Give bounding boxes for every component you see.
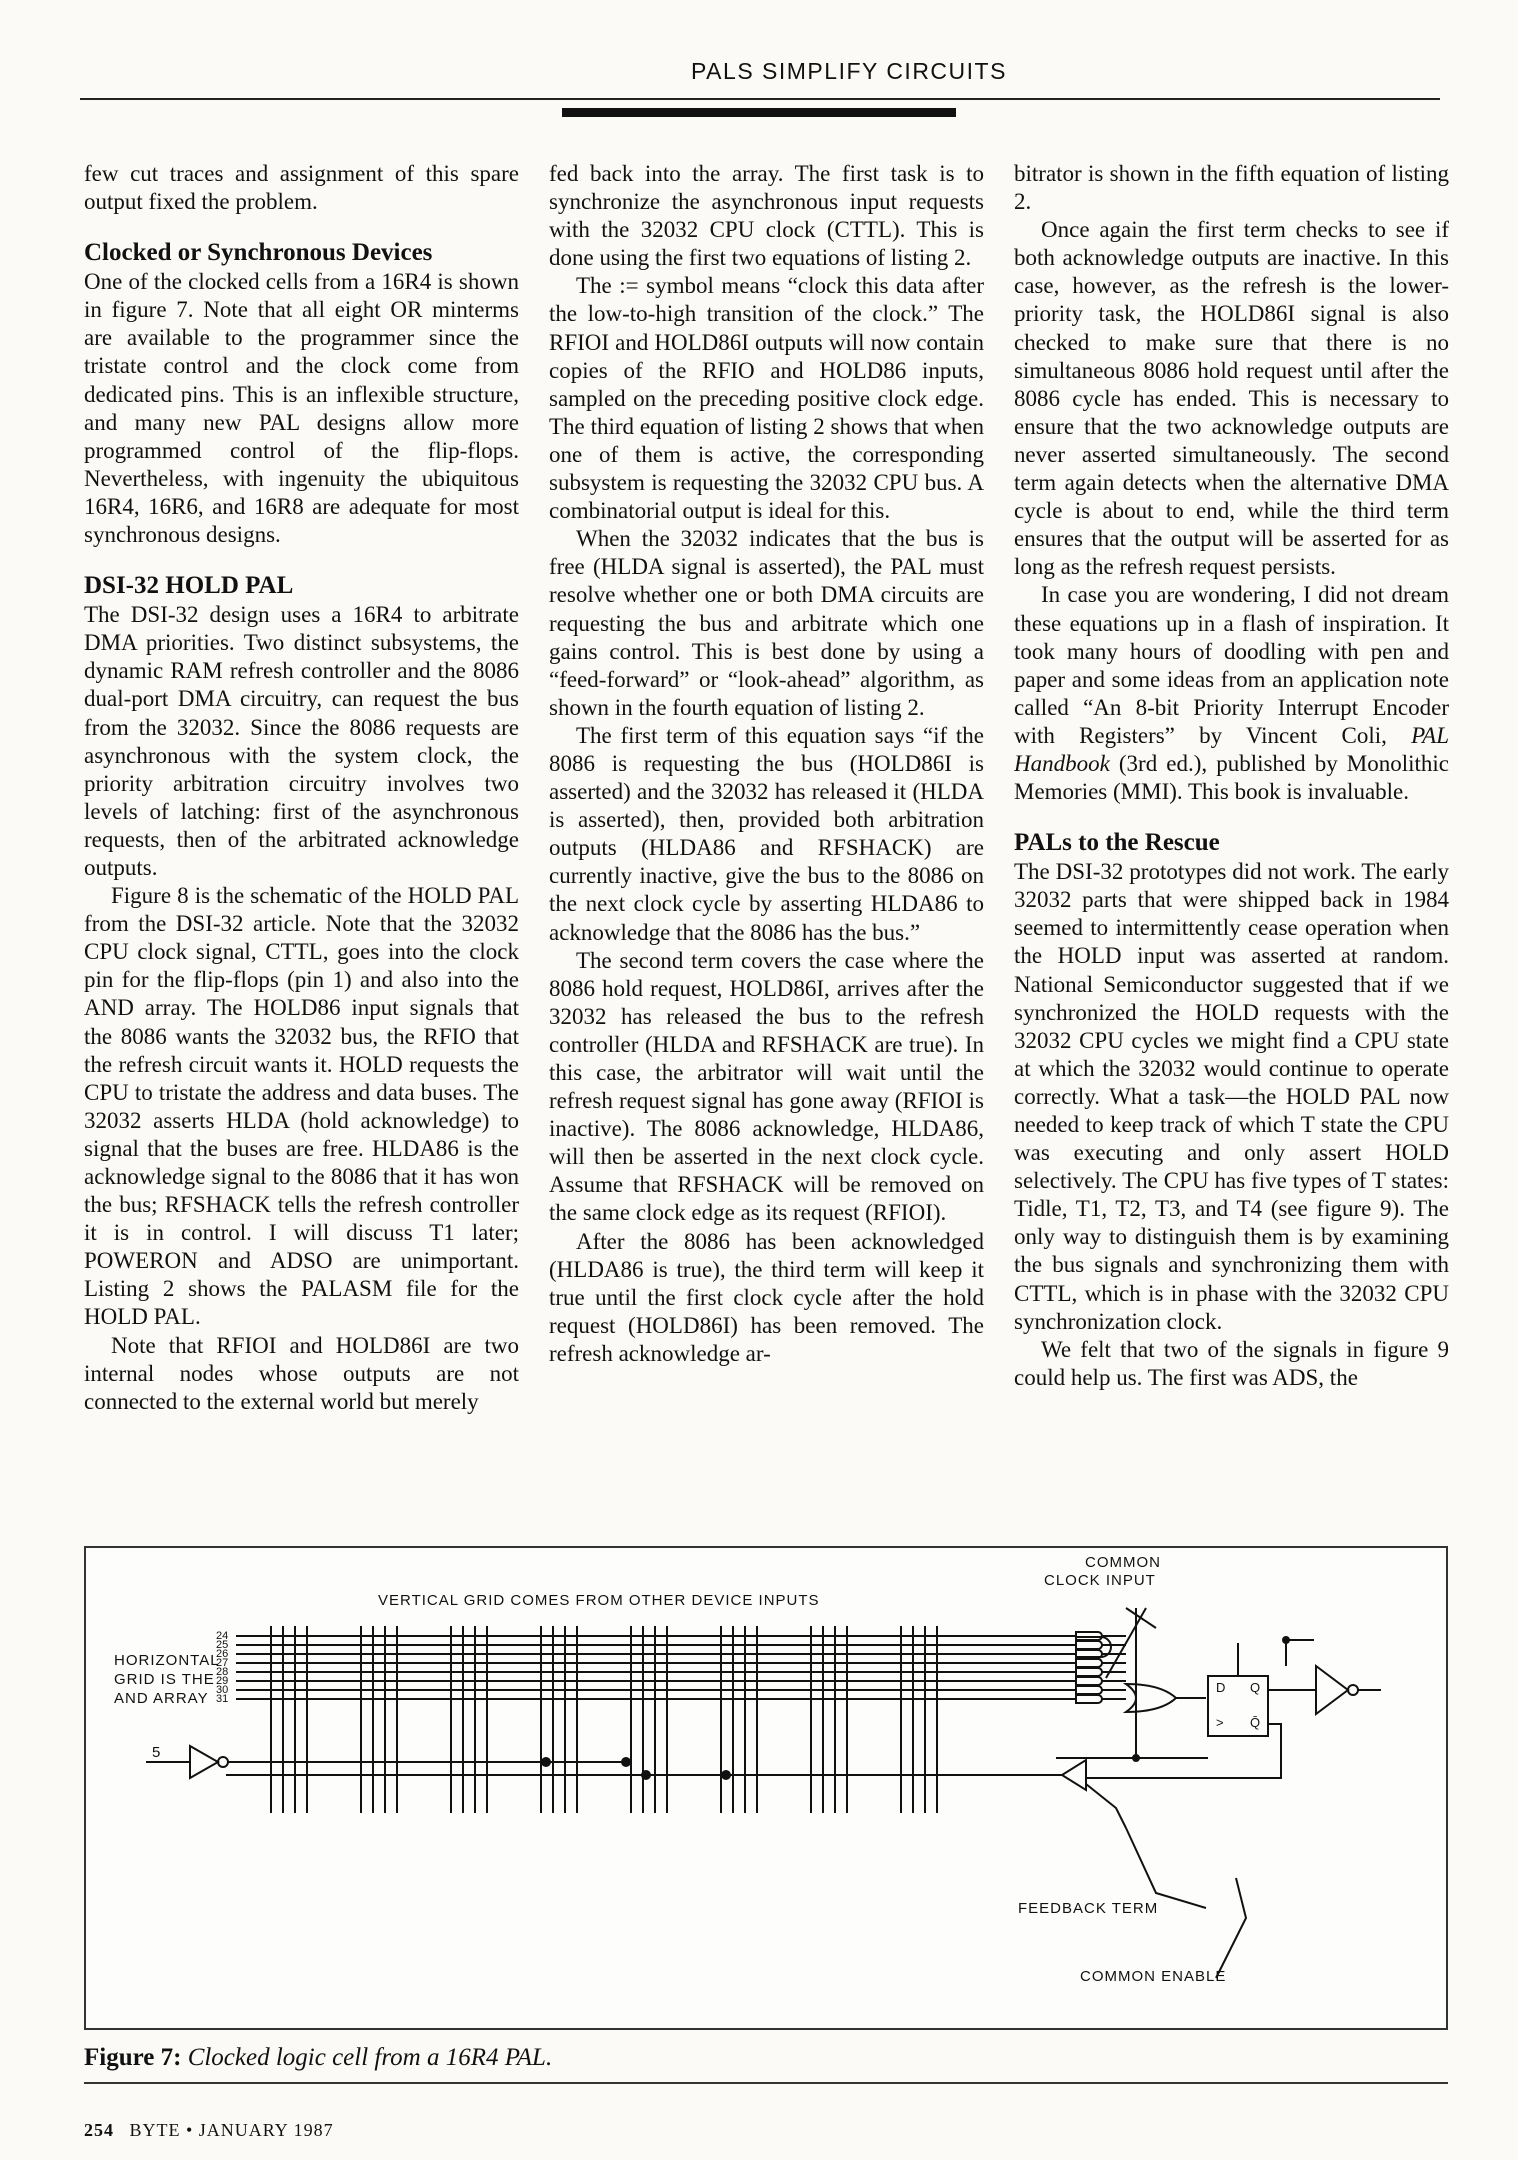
paragraph: few cut traces and assignment of this spare output fixed the problem. — [84, 161, 519, 215]
paragraph — [1014, 581, 1449, 806]
paragraph: Note that RFIOI and HOLD86I are two internal nodes whose outputs are not connected to the external world but merely — [84, 1332, 519, 1414]
feedback-term-label: FEEDBACK TERM — [1018, 1900, 1159, 1917]
paragraph: The first term of this equation says “if the 8086 is requesting the bus (HOLD86I is asserted) and the 32032 has released it (HLDA is asserted), then, provided both arbitration outputs (HLDA86 and RFSHACK) are currently inactive, give the bus to the 8086 on the next clock cycle by asserting HLDA86 to acknowledge that the 8086 has the bus.” — [549, 722, 984, 945]
row-number: 27 — [216, 1657, 229, 1669]
running-header: PALS SIMPLIFY CIRCUITS — [691, 58, 1007, 84]
row-number: 25 — [216, 1639, 229, 1651]
paragraph: The := symbol means “clock this data after the low-to-high transition of the clock.” The RFIOI and HOLD86I outputs will now contain copies of the RFIO and HOLD86 inputs, sampled on the preceding positive clock edge. The third equation of listing 2 shows that when one of them is active, the corresponding subsystem is requesting the 32032 CPU bus. A combinatorial output is ideal for this. — [549, 273, 984, 524]
common-clock-label-1: COMMON — [1085, 1554, 1161, 1571]
page-footer — [84, 2120, 334, 2141]
common-enable-label: COMMON ENABLE — [1080, 1968, 1227, 1985]
horizontal-grid-label-1: HORIZONTAL — [114, 1652, 220, 1669]
row-number: 31 — [216, 1693, 229, 1705]
paragraph: We felt that two of the signals in figure 9 could help us. The first was ADS, the — [1014, 1336, 1449, 1390]
section-heading-rescue: PALs to the Rescue — [1014, 829, 1220, 857]
row-number: 30 — [216, 1684, 229, 1696]
paragraph: bitrator is shown in the fifth equation of listing 2. — [1014, 161, 1449, 215]
row-number: 28 — [216, 1666, 229, 1678]
section-heading-hold-pal: DSI-32 HOLD PAL — [84, 572, 294, 600]
paragraph: fed back into the array. The first task is to synchronize the asynchronous input requests with the 32032 CPU clock (CTTL). This is done using the first two equations of listing 2. — [549, 161, 984, 271]
or-gate-icon — [1126, 1684, 1176, 1712]
ff-q-label: Q — [1250, 1680, 1262, 1695]
paragraph: When the 32032 indicates that the bus is free (HLDA signal is asserted), the PAL must resolve whether one or both DMA circuits are requesting the bus and arbitrate which one gains control. This is best done by using a “feed-forward” or “look-ahead” algorithm, as shown in the fourth equation of listing 2. — [549, 526, 984, 720]
ff-qbar-label: Q̄ — [1250, 1715, 1262, 1730]
paragraph: The DSI-32 design uses a 16R4 to arbitrate DMA priorities. Two distinct subsystems, the dynamic RAM refresh controller and the 8086 dual-port DMA circuitry, can request the bus from the 32032. Since the 8086 requests are asynchronous with the system clock, the priority arbitration circuitry involves two levels of latching: first of the asynchronous requests, then of the arbitrated acknowledge outputs. — [84, 602, 519, 880]
and-gate — [1076, 1659, 1126, 1667]
page-number: 254 — [84, 2120, 114, 2140]
section-heading-clocked: Clocked or Synchronous Devices — [84, 239, 433, 267]
and-gate-bank — [1076, 1632, 1126, 1703]
paragraph: Once again the first term checks to see if both acknowledge outputs are inactive. In this case, however, as the refresh is the lower-priority task, the HOLD86I signal is also checked to make sure that there is no simultaneous 8086 hold request until after the 8086 cycle has ended. This is necessary to ensure that the two acknowledge outputs are never asserted simultaneously. The second term again detects when the alternative DMA cycle is about to end, while the third term ensures that the output will be asserted for as long as the refresh request persists. — [1014, 217, 1449, 580]
paragraph: The second term covers the case where the 8086 hold request, HOLD86I, arrives after the 32032 has released the bus to the refresh controller (HLDA and RFSHACK are true). In this case, the arbitrator will wait until the refresh request signal has gone away (RFIOI is inactive). The 8086 acknowledge, HLDA86, will then be asserted in the next clock cycle. Assume that RFSHACK will be removed on the same clock edge as its request (RFIOI). — [549, 947, 984, 1226]
output-buffer-icon — [1316, 1666, 1348, 1714]
and-gate — [1076, 1677, 1126, 1685]
paragraph-text: (3rd ed.), published by Monolithic Memories (MMI). This book is invaluable. — [1014, 750, 1449, 805]
caption-label: Figure 7: — [84, 2044, 182, 2071]
and-gate — [1076, 1695, 1126, 1703]
and-gate — [1076, 1686, 1126, 1694]
vertical-grid-label: VERTICAL GRID COMES FROM OTHER DEVICE INPUTS — [378, 1592, 820, 1609]
book-title: PAL Handbook — [1014, 722, 1449, 776]
paragraph: One of the clocked cells from a 16R4 is shown in figure 7. Note that all eight OR minterms are available to the programmer since the tristate control and the clock come from dedicated pins. This is an inflexible structure, and many new PAL designs allow more programmed control of the flip-flops. Nevertheless, with ingenuity the ubiquitous 16R4, 16R6, and 16R8 are adequate for most synchronous designs. — [84, 269, 519, 548]
row-number: 24 — [216, 1630, 229, 1642]
figure-7 — [84, 1546, 1448, 2030]
header-rule — [80, 98, 1440, 100]
feedback-buffer-icon — [1062, 1760, 1086, 1790]
ff-d-label: D — [1216, 1680, 1227, 1695]
paragraph: After the 8086 has been acknowledged (HLDA86 is true), the third term will keep it true until the first clock cycle after the hold request (HOLD86I) has been removed. The refresh acknowledge ar- — [549, 1228, 984, 1366]
header-bar — [562, 108, 956, 117]
figure-caption — [84, 2042, 1448, 2084]
row-number: 29 — [216, 1675, 229, 1687]
horizontal-grid-label-2: GRID IS THE — [114, 1671, 215, 1688]
row-number: 26 — [216, 1648, 229, 1660]
input-buffer-icon — [190, 1746, 218, 1778]
magazine-info: BYTE • JANUARY 1987 — [129, 2120, 334, 2140]
logic-cell-schematic — [86, 1548, 1446, 2028]
caption-text: Clocked logic cell from a 16R4 PAL. — [187, 2044, 553, 2071]
paragraph-text: In case you are wondering, I did not dream these equations up in a flash of inspiration. It took many hours of doodling with pen and paper and some ideas from an application note called “An 8-bit Priority Interrupt Encoder with Registers” by Vincent Coli, — [1014, 582, 1449, 748]
horizontal-grid-label-3: AND ARRAY — [114, 1690, 209, 1707]
paragraph: The DSI-32 prototypes did not work. The early 32032 parts that were shipped back in 1984 seemed to intermittently cease operation when the HOLD input was asserted at random. National Semiconductor suggested that if we synchronized the HOLD requests with the 32032 CPU cycles we might find a CPU state at which the 32032 would continue to operate correctly. What a task—the HOLD PAL now needed to keep track of which T state the CPU was executing and only assert HOLD selectively. The CPU has five types of T states: Tidle, T1, T2, T3, and T4 (see figure 9). The only way to distinguish them is by examining the bus signals and synchronizing them with CTTL, which is in phase with the 32032 CPU synchronization clock. — [1014, 859, 1449, 1334]
column-2 — [549, 160, 984, 1530]
input-pin-number: 5 — [152, 1744, 162, 1761]
column-3 — [1014, 160, 1449, 1530]
and-gate — [1076, 1668, 1126, 1676]
common-clock-label-2: CLOCK INPUT — [1044, 1572, 1156, 1589]
column-1 — [84, 160, 519, 1530]
ff-clk-label: > — [1216, 1715, 1225, 1730]
and-gate — [1076, 1641, 1126, 1649]
paragraph: Figure 8 is the schematic of the HOLD PAL from the DSI-32 article. Note that the 32032 CPU clock signal, CTTL, goes into the clock pin for the flip-flops (pin 1) and also into the AND array. The HOLD86 input signals that the 8086 wants the 32032 bus, the RFIO that the refresh circuit wants it. HOLD requests the CPU to tristate the address and data buses. The 32032 asserts HLDA (hold acknowledge) to signal that the buses are free. HLDA86 is the acknowledge signal to the 8086 that it has won the bus; RFSHACK tells the refresh controller it is in control. I will discuss T1 later; POWERON and ADSO are unimportant. Listing 2 shows the PALASM file for the HOLD PAL. — [84, 883, 519, 1330]
